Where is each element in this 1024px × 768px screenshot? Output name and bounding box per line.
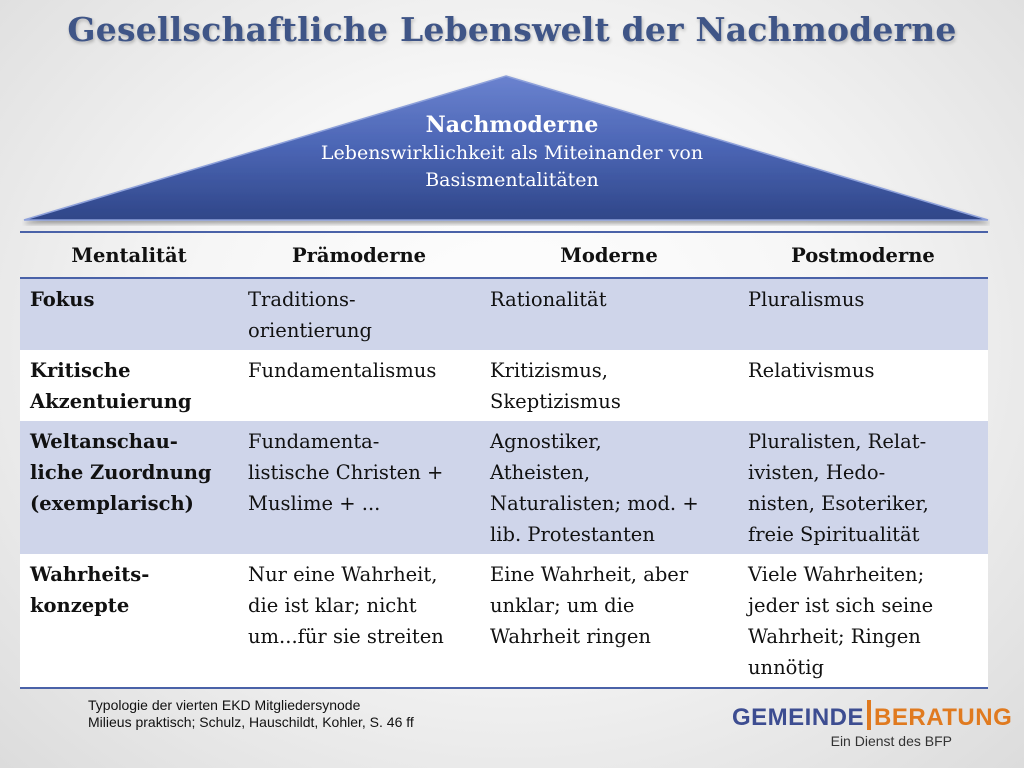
cell-text-line: Fokus [30, 288, 95, 311]
cell-text-line: liche Zuordnung [30, 461, 212, 484]
roof-subtitle-line1: Lebenswirklichkeit als Miteinander von [320, 142, 704, 164]
cell-text-line: Wahrheit ringen [490, 625, 651, 648]
cell-text-line: ivisten, Hedo- [748, 461, 886, 484]
cell-text-line: Fundamenta- [248, 430, 380, 453]
logo-tagline: Ein Dienst des BFP [830, 733, 952, 749]
cell-text-line: um...für sie streiten [248, 625, 444, 648]
header-mentalitaet: Mentalität [71, 243, 187, 267]
praemoderne-cell [238, 350, 480, 421]
header-moderne: Moderne [560, 243, 658, 267]
gemeindeberatung-logo [730, 700, 1013, 756]
cell-text-line: unnötig [748, 656, 824, 679]
cell-text-line: unklar; um die [490, 594, 635, 617]
cell-text-line: Wahrheits- [30, 563, 150, 586]
logo-part-gemeinde: GEMEINDE [732, 704, 865, 731]
praemoderne-cell [238, 554, 480, 688]
roof-subtitle-line2: Basismentalitäten [425, 169, 599, 191]
slide-title: Gesellschaftliche Lebenswelt der Nachmoderne [67, 10, 957, 49]
row-label-cell [20, 350, 238, 421]
cell-text-line: die ist klar; nicht [248, 594, 417, 617]
cell-text-line: Viele Wahrheiten; [748, 563, 925, 586]
footnote-line2: Milieus praktisch; Schulz, Hauschildt, Kohler, S. 46 ff [88, 714, 414, 730]
cell-text-line: Eine Wahrheit, aber [490, 563, 689, 586]
mentality-table [20, 231, 988, 689]
cell-text-line: Nur eine Wahrheit, [248, 563, 438, 586]
footnote-line1: Typologie der vierten EKD Mitgliedersynode [88, 697, 361, 713]
moderne-cell [480, 421, 738, 554]
cell-text-line: Kritische [30, 359, 131, 382]
postmoderne-cell [738, 350, 988, 421]
header-postmoderne: Postmoderne [791, 243, 935, 267]
moderne-cell [480, 554, 738, 688]
moderne-cell [480, 278, 738, 350]
logo-divider [867, 700, 871, 730]
source-footnote [88, 697, 414, 731]
postmoderne-cell [738, 554, 988, 688]
cell-text-line: Relativismus [748, 359, 875, 382]
cell-text-line: Wahrheit; Ringen [748, 625, 921, 648]
cell-text-line: Akzentuierung [30, 390, 192, 413]
praemoderne-cell [238, 278, 480, 350]
cell-text-line: Agnostiker, [490, 430, 602, 453]
cell-text-line: konzepte [30, 594, 130, 617]
table-header-row [20, 232, 988, 278]
cell-text-line: Pluralismus [748, 288, 865, 311]
cell-text-line: (exemplarisch) [30, 492, 194, 515]
postmoderne-cell [738, 278, 988, 350]
cell-text-line: Atheisten, [490, 461, 591, 484]
cell-text-line: Fundamentalismus [248, 359, 437, 382]
cell-text-line: lib. Protestanten [490, 523, 655, 546]
cell-text-line: Naturalisten; mod. + [490, 492, 699, 515]
cell-text-line: Muslime + ... [248, 492, 381, 515]
postmoderne-cell [738, 421, 988, 554]
row-label-cell [20, 278, 238, 350]
cell-text-line: nisten, Esoteriker, [748, 492, 929, 515]
row-label-cell [20, 554, 238, 688]
cell-text-line: listische Christen + [248, 461, 444, 484]
header-praemoderne: Prämoderne [291, 243, 427, 267]
praemoderne-cell [238, 421, 480, 554]
roof-heading: Nachmoderne [425, 112, 599, 138]
logo-wordmark [732, 700, 1012, 732]
cell-text-line: Kritizismus, [490, 359, 608, 382]
cell-text-line: jeder ist sich seine [748, 594, 934, 617]
cell-text-line: freie Spiritualität [748, 523, 920, 546]
table-row [20, 278, 988, 350]
row-label-cell [20, 421, 238, 554]
cell-text-line: Rationalität [490, 288, 607, 311]
cell-text-line: Traditions- [248, 288, 356, 311]
logo-part-beratung: BERATUNG [874, 704, 1013, 731]
table-row [20, 554, 988, 688]
cell-text-line: Skeptizismus [490, 390, 621, 413]
cell-text-line: Weltanschau- [30, 430, 178, 453]
moderne-cell [480, 350, 738, 421]
table-row [20, 350, 988, 421]
roof-text [262, 110, 762, 194]
cell-text-line: Pluralisten, Relat- [748, 430, 927, 453]
table-row [20, 421, 988, 554]
cell-text-line: orientierung [248, 319, 372, 342]
